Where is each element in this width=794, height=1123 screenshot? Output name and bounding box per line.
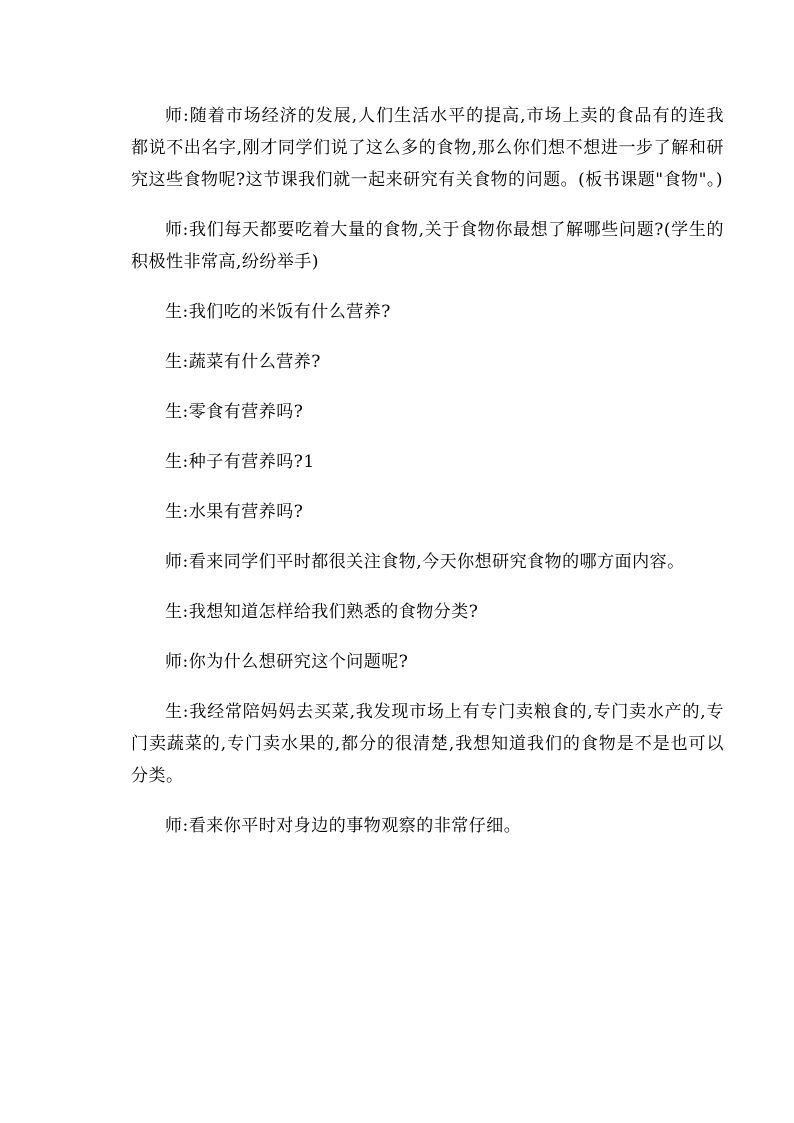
document-body	[131, 100, 724, 860]
paragraph-student-fruit: 生:水果有营养吗?	[165, 502, 304, 522]
paragraph-student-rice: 生:我们吃的米饭有什么营养?	[165, 302, 391, 322]
paragraph-student-snacks: 生:零食有营养吗?	[165, 402, 304, 422]
paragraph-student-classify: 生:我想知道怎样给我们熟悉的食物分类?	[165, 602, 479, 622]
paragraph-teacher-focus: 师:看来同学们平时都很关注食物,今天你想研究食物的哪方面内容。	[165, 552, 685, 572]
paragraph-teacher-praise: 师:看来你平时对身边的事物观察的非常仔细。	[165, 816, 522, 836]
paragraph-student-market: 生:我经常陪妈妈去买菜,我发现市场上有专门卖粮食的,专门卖水产的,专门卖蔬菜的,专门卖水果的,都分的很清楚,我想知道我们的食物是不是也可以分类。	[131, 702, 724, 786]
paragraph-teacher-question: 师:我们每天都要吃着大量的食物,关于食物你最想了解哪些问题?(学生的积极性非常高,纷纷举手)	[131, 220, 724, 272]
paragraph-teacher-intro: 师:随着市场经济的发展,人们生活水平的提高,市场上卖的食品有的连我都说不出名字,刚才同学们说了这么多的食物,那么你们想不想进一步了解和研究这些食物呢?这节课我们就一起来研究有关食物的问题。(板书课题"食物"。)	[131, 106, 724, 190]
paragraph-student-seeds: 生:种子有营养吗?1	[165, 452, 315, 472]
paragraph-student-vegetables: 生:蔬菜有什么营养?	[165, 352, 321, 372]
paragraph-teacher-why: 师:你为什么想研究这个问题呢?	[165, 652, 409, 672]
